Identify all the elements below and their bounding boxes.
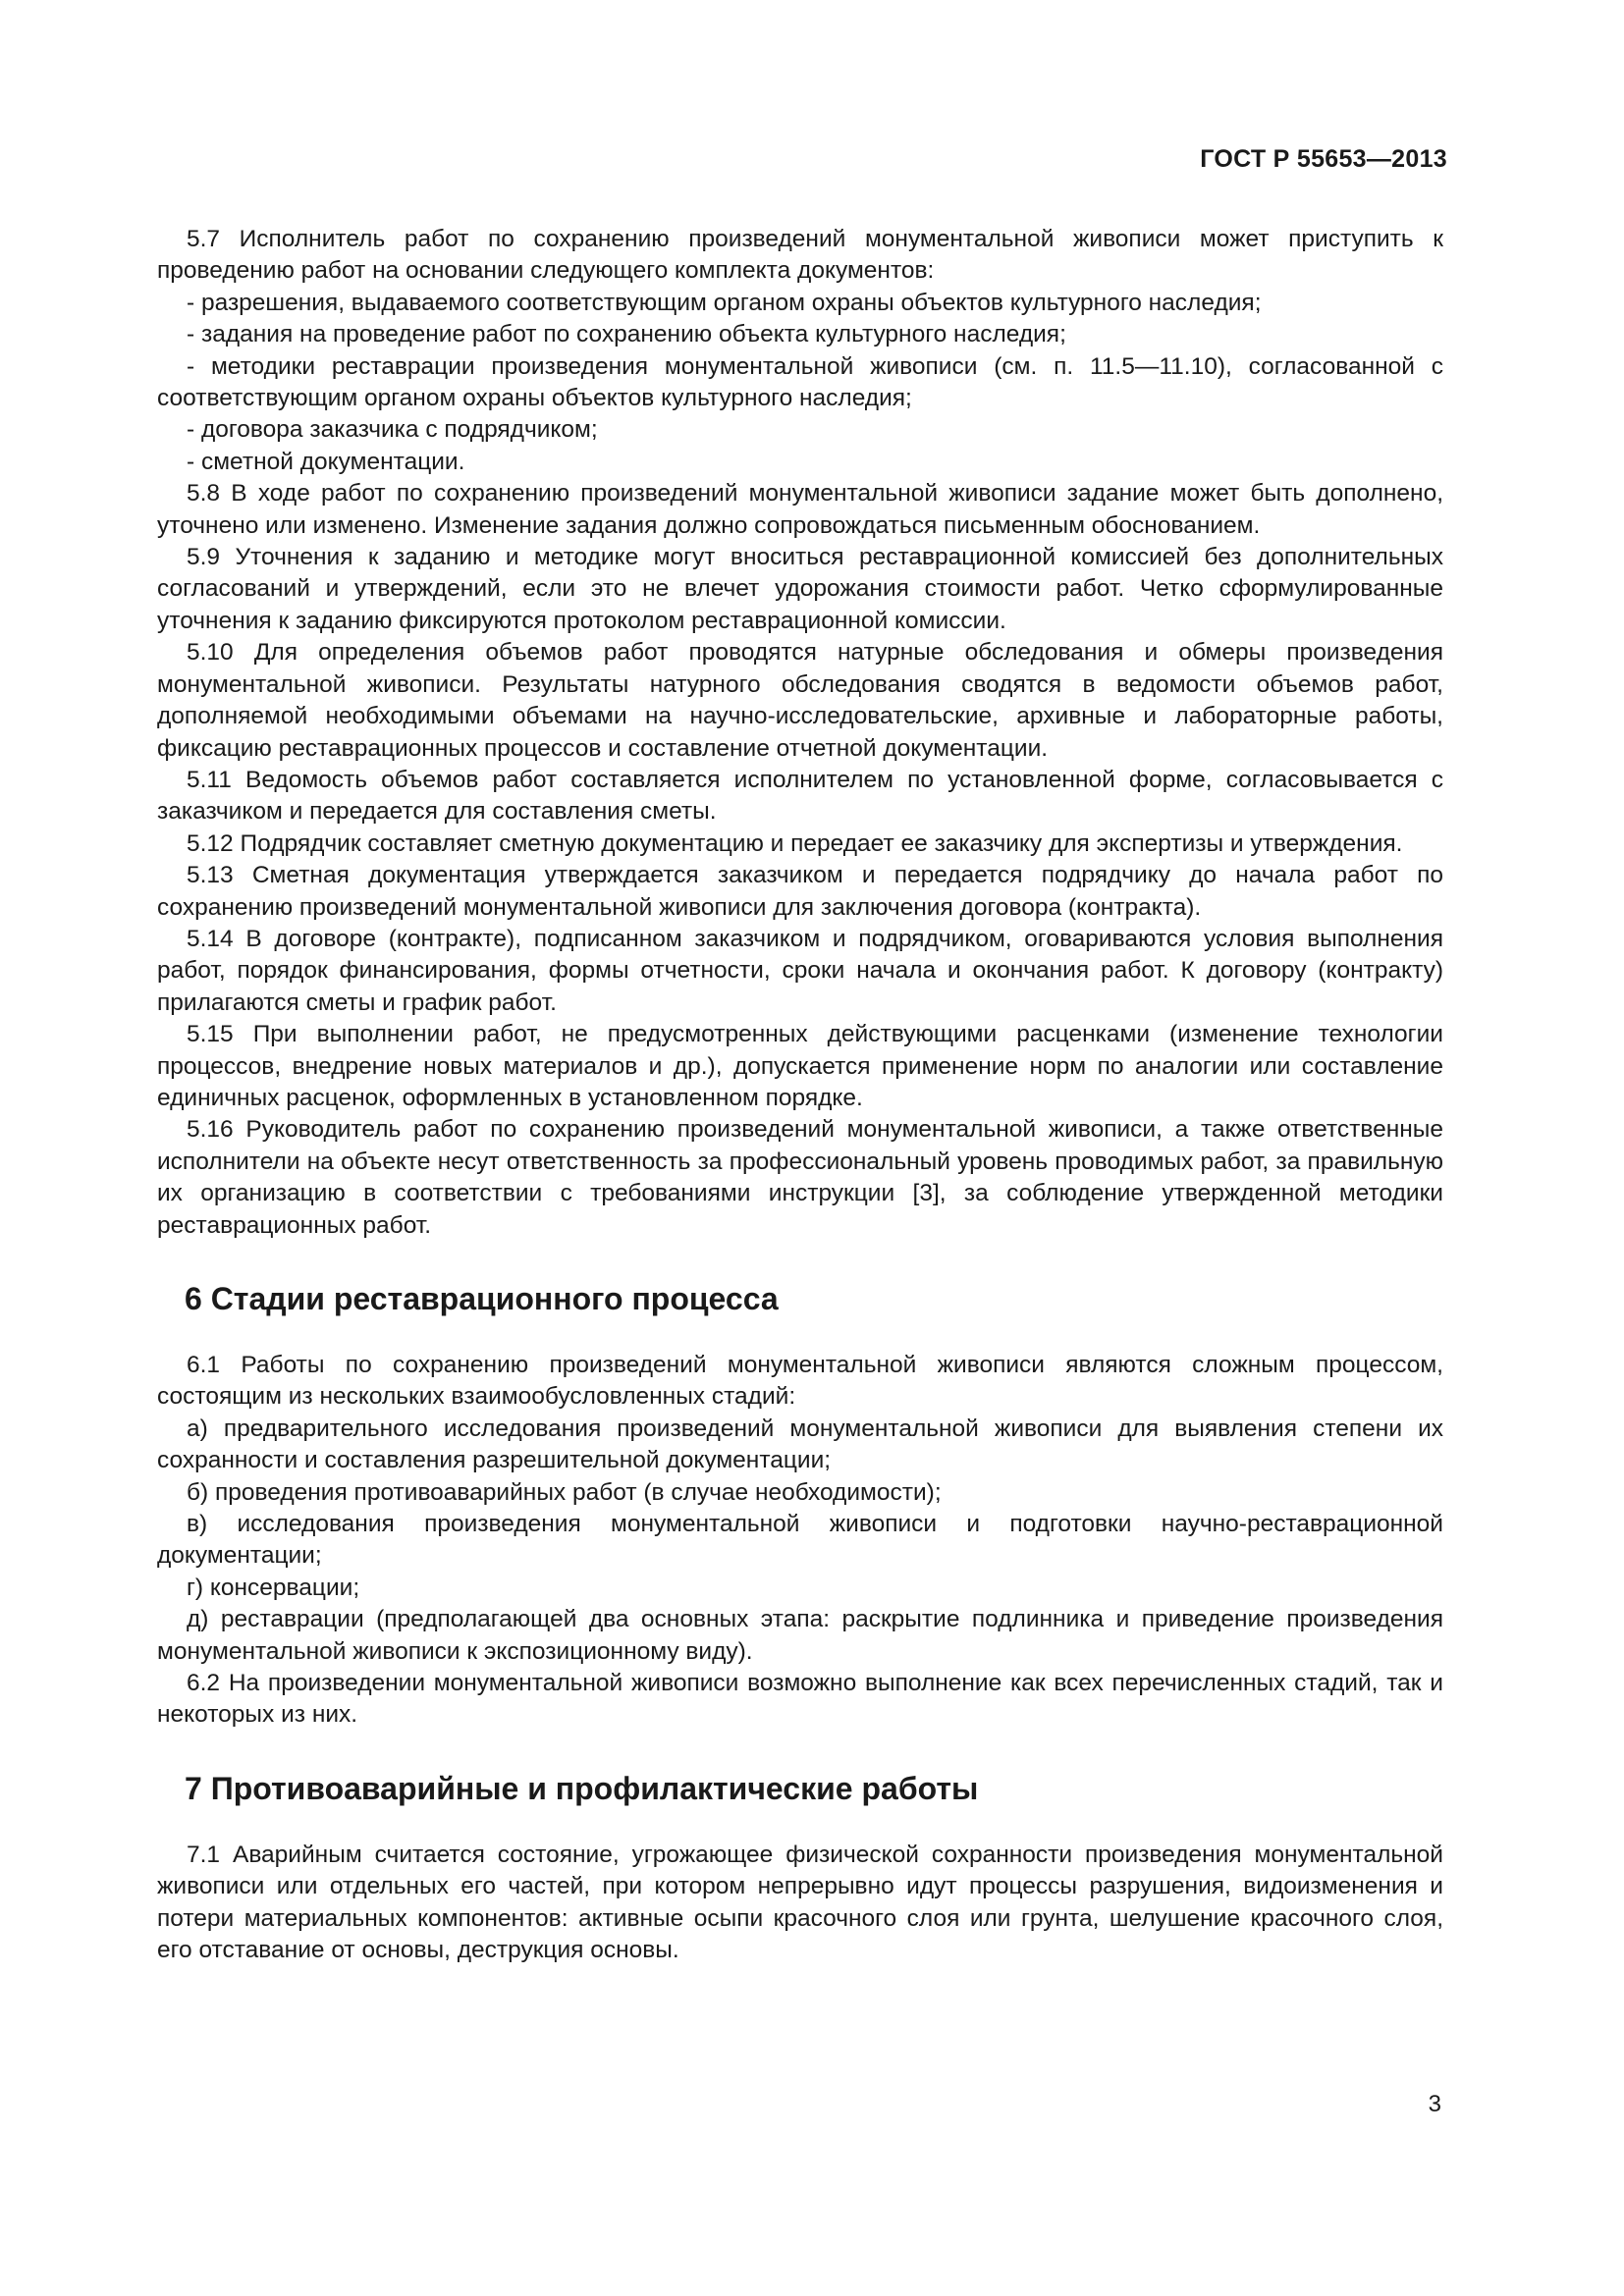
section-7-heading: 7 Противоаварийные и профилактические работы (185, 1770, 979, 1806)
list-item-methodology: - методики реставрации произведения монументальной живописи (см. п. 11.5—11.10), согласованной с соответствующим органом охраны объектов культурного наследия; (157, 352, 1443, 412)
document-body (157, 224, 1443, 1967)
list-item-d: д) реставрации (предполагающей два основных этапа: раскрытие подлинника и приведение произведения монументальной живописи к экспозиционному виду). (157, 1606, 1443, 1665)
paragraph-5-13: 5.13 Сметная документация утверждается заказчиком и передается подрядчику до начала работ по сохранению произведений монументальной живописи для заключения договора (контракта). (157, 862, 1443, 921)
list-item-a: а) предварительного исследования произведений монументальной живописи для выявления степени их сохранности и составления разрешительной документации; (157, 1415, 1443, 1474)
paragraph-5-15: 5.15 При выполнении работ, не предусмотренных действующими расценками (изменение технологии процессов, внедрение новых материалов и др.), допускается применение норм по аналогии или составление единичных расценок, оформленных в установленном порядке. (157, 1021, 1443, 1111)
paragraph-6-2: 6.2 На произведении монументальной живописи возможно выполнение как всех перечисленных стадий, так и некоторых из них. (157, 1670, 1443, 1729)
paragraph-5-7: 5.7 Исполнитель работ по сохранению произведений монументальной живописи может приступить к проведению работ на основании следующего комплекта документов: (157, 226, 1443, 285)
list-item-permit: - разрешения, выдаваемого соответствующим органом охраны объектов культурного наследия; (187, 289, 1262, 316)
paragraph-5-12: 5.12 Подрядчик составляет сметную документацию и передает ее заказчику для экспертизы и утверждения. (187, 829, 1403, 857)
list-item-contract: - договора заказчика с подрядчиком; (187, 416, 598, 444)
paragraph-5-9: 5.9 Уточнения к заданию и методике могут вноситься реставрационной комиссией без дополнительных согласований и утверждений, если это не влечет удорожания стоимости работ. Четко сформулированные уточнения к заданию фиксируются протоколом реставрационной комиссии. (157, 544, 1443, 634)
document-code-header: ГОСТ Р 55653—2013 (1200, 145, 1447, 173)
list-item-task: - задания на проведение работ по сохранению объекта культурного наследия; (187, 321, 1066, 348)
paragraph-5-10: 5.10 Для определения объемов работ проводятся натурные обследования и обмеры произведения монументальной живописи. Результаты натурного обследования сводятся в ведомости объемов работ, дополняемой необходимыми объемами на научно-исследовательские, архивные и лабораторные работы, фиксацию реставрационных процессов и составление отчетной документации. (157, 639, 1443, 762)
list-item-b: б) проведения противоаварийных работ (в случае необходимости); (187, 1478, 942, 1506)
paragraph-5-8: 5.8 В ходе работ по сохранению произведений монументальной живописи задание может быть дополнено, уточнено или изменено. Изменение задания должно сопровождаться письменным обоснованием. (157, 480, 1443, 539)
paragraph-5-16: 5.16 Руководитель работ по сохранению произведений монументальной живописи, а также ответственные исполнители на объекте несут ответственность за профессиональный уровень проводимых работ, за правильную их организацию в соответствии с требованиями инструкции [3], за соблюдение утвержденной методики реставрационных работ. (157, 1116, 1443, 1239)
paragraph-7-1: 7.1 Аварийным считается состояние, угрожающее физической сохранности произведения монументальной живописи или отдельных его частей, при котором непрерывно идут процессы разрушения, видоизменения и потери материальных компонентов: активные осыпи красочного слоя или грунта, шелушение красочного слоя, его отставание от основы, деструкция основы. (157, 1841, 1443, 1964)
page-number: 3 (1428, 2091, 1441, 2117)
paragraph-5-14: 5.14 В договоре (контракте), подписанном заказчиком и подрядчиком, оговариваются условия выполнения работ, порядок финансирования, формы отчетности, сроки начала и окончания работ. К договору (контракту) прилагаются сметы и график работ. (157, 925, 1443, 1016)
list-item-g: г) консервации; (187, 1574, 360, 1601)
section-6-heading: 6 Стадии реставрационного процесса (185, 1281, 779, 1316)
paragraph-5-11: 5.11 Ведомость объемов работ составляется исполнителем по установленной форме, согласовывается с заказчиком и передается для составления сметы. (157, 766, 1443, 826)
list-item-estimate: - сметной документации. (187, 448, 465, 475)
paragraph-6-1: 6.1 Работы по сохранению произведений монументальной живописи являются сложным процессом, состоящим из нескольких взаимообусловленных стадий: (157, 1352, 1443, 1411)
list-item-v: в) исследования произведения монументальной живописи и подготовки научно-реставрационной документации; (157, 1511, 1443, 1570)
